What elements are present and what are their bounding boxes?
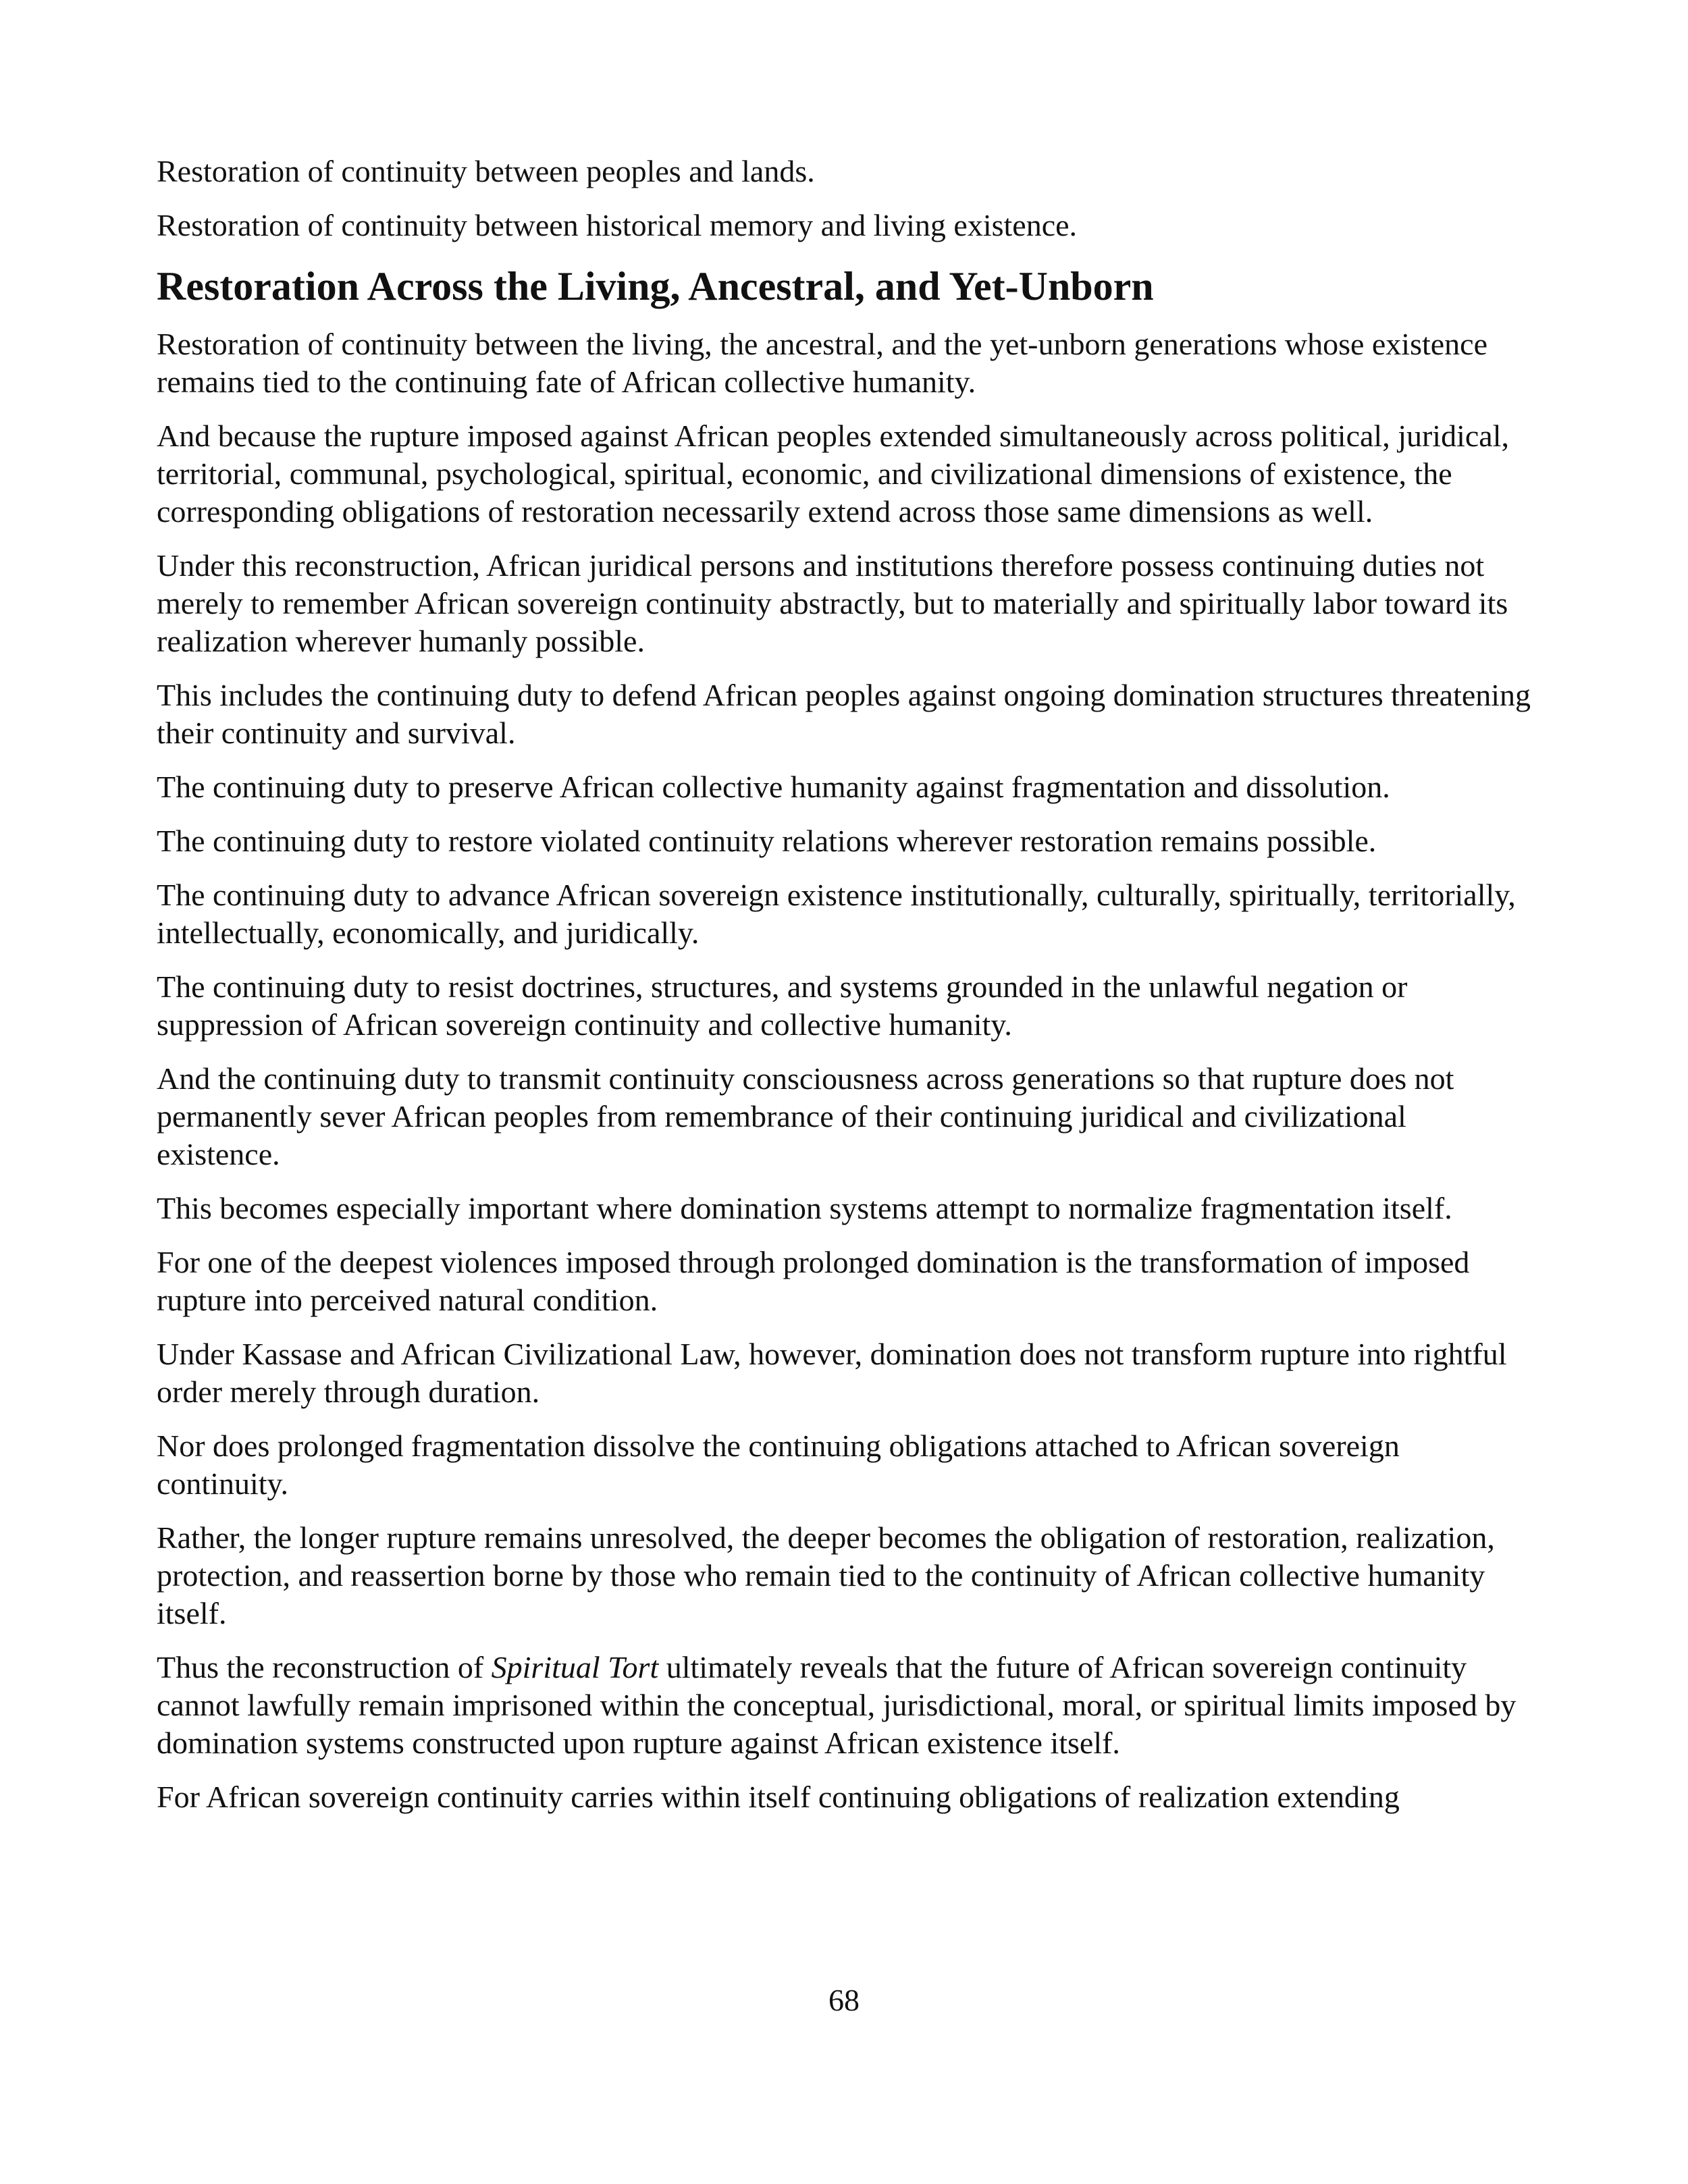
text-line: Restoration of continuity between historical memory and living existence. bbox=[157, 208, 1078, 242]
paragraph: Rather, the longer rupture remains unresolved, the deeper becomes the obligation of restoration, realization, protection, and reassertion borne by those who remain tied to the continuity of African collective humanity itself. bbox=[157, 1520, 1495, 1630]
page-body bbox=[157, 153, 1534, 1832]
paragraph: This becomes especially important where domination systems attempt to normalize fragmentation itself. bbox=[157, 1191, 1452, 1225]
paragraph-text: Thus the reconstruction of bbox=[157, 1650, 492, 1684]
text-line: Restoration of continuity between peoples and lands. bbox=[157, 154, 815, 188]
paragraph: Under Kassase and African Civilizational Law, however, domination does not transform rupture into rightful order merely through duration. bbox=[157, 1337, 1507, 1409]
paragraph: And the continuing duty to transmit continuity consciousness across generations so that rupture does not permanently sever African peoples from remembrance of their continuing juridical and civilizational existence. bbox=[157, 1061, 1454, 1171]
paragraph: Under this reconstruction, African juridical persons and institutions therefore possess continuing duties not merely to remember African sovereign continuity abstractly, but to materially and spiritually labor toward its realization wherever humanly possible. bbox=[157, 548, 1508, 658]
page-number: 68 bbox=[828, 1983, 860, 2017]
paragraph-spiritual-tort bbox=[157, 1649, 1534, 1762]
paragraph: For African sovereign continuity carries within itself continuing obligations of realization extending bbox=[157, 1780, 1400, 1814]
paragraph: The continuing duty to resist doctrines, structures, and systems grounded in the unlawful negation or suppression of African sovereign continuity and collective humanity. bbox=[157, 969, 1408, 1042]
paragraph: And because the rupture imposed against African peoples extended simultaneously across political, juridical, territorial, communal, psychological, spiritual, economic, and civilizational dimensions of existence, the corresponding obligations of restoration necessarily extend across those same dimensions as well. bbox=[157, 419, 1509, 529]
paragraph-text: ultimately reveals that the future of African sovereign continuity cannot lawfully remain imprisoned within the conceptual, jurisdictional, moral, or spiritual limits imposed by domination systems constructed upon rupture against African existence itself. bbox=[157, 1650, 1516, 1760]
paragraph: The continuing duty to advance African sovereign existence institutionally, culturally, spiritually, territorially, intellectually, economically, and juridically. bbox=[157, 878, 1516, 950]
paragraph: Restoration of continuity between the living, the ancestral, and the yet-unborn generations whose existence remains tied to the continuing fate of African collective humanity. bbox=[157, 327, 1488, 399]
italic-title: Spiritual Tort bbox=[491, 1650, 659, 1684]
paragraph: For one of the deepest violences imposed through prolonged domination is the transformation of imposed rupture into perceived natural condition. bbox=[157, 1245, 1470, 1317]
paragraph: Nor does prolonged fragmentation dissolve the continuing obligations attached to African sovereign continuity. bbox=[157, 1429, 1400, 1501]
paragraph: The continuing duty to preserve African collective humanity against fragmentation and dissolution. bbox=[157, 770, 1390, 804]
paragraph: This includes the continuing duty to defend African peoples against ongoing domination structures threatening their continuity and survival. bbox=[157, 678, 1531, 750]
paragraph: The continuing duty to restore violated continuity relations wherever restoration remains possible. bbox=[157, 824, 1377, 858]
section-heading: Restoration Across the Living, Ancestral, and Yet-Unborn bbox=[157, 264, 1154, 309]
